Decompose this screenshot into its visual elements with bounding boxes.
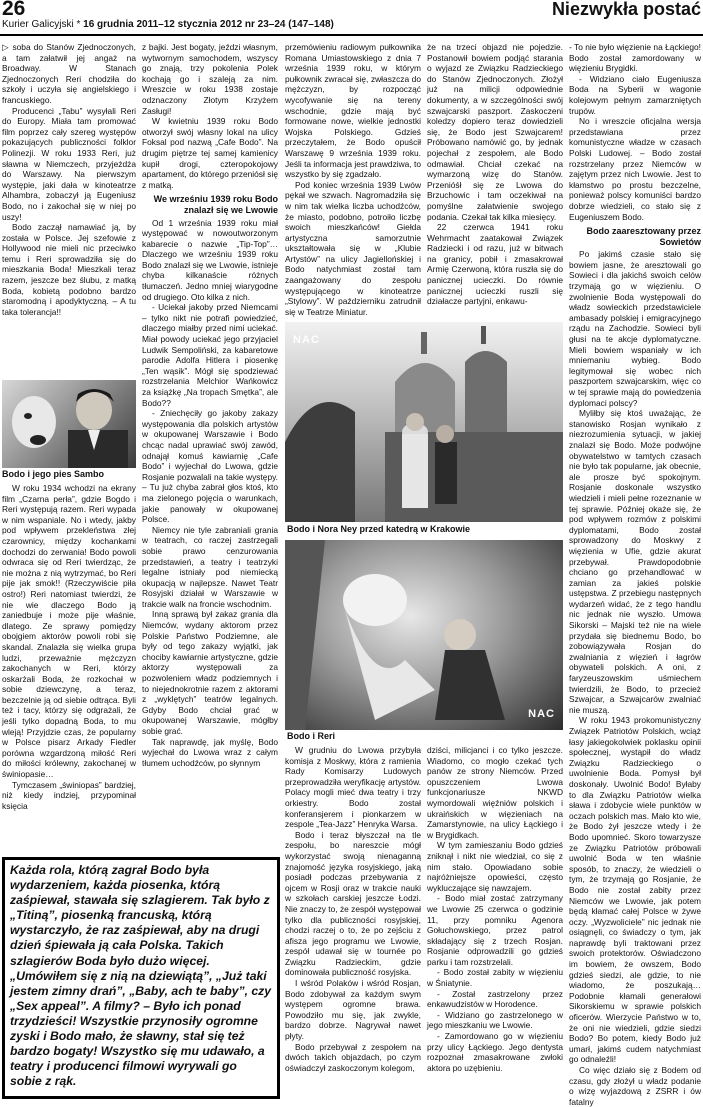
paragraph: W roku 1934 wchodzi na ekrany film „Czarna perła”, gdzie Bogdo i Reri występują razem. Reri wypada w nim wspaniale. No i wtedy, jakby pod wpływem przekleństwa złej czarownicy, między kochankami dochodzi do zerwania! Bodo powoli odwraca się od Reri twierdząc, że nie można z nią wytrzymać, bo Reri pije jak smok!! (Rzeczywiście piła ostro!) Reri natomiast twierdzi, że nie wie dlaczego Bodo ją zaniedbuje i może pije właśnie, dlatego. Ze sprawy pomiędzy obojgiem aktorów powoli robi się skandal. Znalazła się wielka grupa ludzi, przeważnie mężczyzn zakochanych w Reri, którzy oskarżali Boda, że rozkochał w sobie dziewczynę, a teraz, bezczelnie ją od siebie odtrąca. Byli też i tacy, którzy się odgrażali, że jeśli tylko dopadną Boda, to mu wleją! Przyjdzie czas, że popularny w Polsce pisarz Arkady Fiedler porówna wzgardzoną miłość Reri do miłości królewny, zakochanej w świniopasie… [2, 483, 136, 780]
column-3-top [285, 42, 421, 360]
paragraph: No i wreszcie oficjalna wersja przedstawiana przez komunistyczne władze w czasach Polski Ludowej. – Bodo został rozstrzelany przez Niemców w zajętym przez nich Lwowie. Jest to kłamstwo po prostu bezczelne, ponieważ polscy komuniści bardzo dobrze wiedzieli, co stało się z Eugeniuszem Bodo. [569, 116, 701, 222]
paragraph: - Bodo został zabity w więzieniu w Śniatynie. [427, 967, 563, 989]
nac-watermark: NAC [528, 708, 555, 720]
photo-illustration [2, 380, 136, 468]
paragraph: przemówieniu radiowym pułkownika Romana Umiastowskiego z dnia 7 września 1939 roku, w którym pułkownik zwracał się, zwłaszcza do mężczyzn, by rozpocząć wycofywanie się na tereny wschodnie, gdzie mają być formowane nowe, wielkie jednostki Wojska Polskiego. Gdzieś przeczytałem, że Bodo opuścił Warszawę 9 września 1939 roku. Jeśli ta informacja jest prawdziwa, to wszystko by się zgadzało. [285, 42, 421, 180]
column-5 [569, 42, 701, 1107]
section-heading: We wrześniu 1939 roku Bodo znalazł się we Lwowie [153, 194, 278, 215]
paragraph: Bodo i teraz błyszczał na tle zespołu, bo nareszcie mógł wykorzystać swoją nienaganną znajomość języka rosyjskiego, jaką posiadł podczas przebywania z ojcem w Rosji oraz w trakcie nauki w szkołach carskiej jeszcze Łodzi. Nie znaczy to, że zespół występował tylko dla publiczności rosyjskiej, chodzi raczej o to, że po zejściu z afisza jego programu we Lwowie, zespół udawał się w tournée po Związku Radzieckim, gdzie dominowała publiczność rosyjska. [285, 829, 421, 978]
column-4-bottom [427, 745, 563, 1101]
paragraph: W kwietniu 1939 roku Bodo otworzył swój własny lokal na ulicy Foksal pod nazwą „Cafe Bodo”. Na drugim piętrze tej samej kamienicy kupił drogi, czteropokojowy apartament, do którego przeniósł się z matką. [142, 116, 278, 190]
paragraph: - Uciekał jakoby przed Niemcami – tylko nikt nie potrafi powiedzieć, dlaczego miałby przed nimi uciekać. Miał powody uciekać jego przyjaciel Ludwik Sempoliński, za kabaretowe parodie Adolfa Hitlera i piosenkę „Ten wąsik”. Mógł się spodziewać rozstrzelania Melchior Wańkowicz za książkę „Na tropach Smętka”, ale Bodo?? [142, 302, 278, 408]
paragraph: - Został zastrzelony przez enkawudzistów w Horodence. [427, 988, 563, 1010]
paragraph: że na trzeci objazd nie pojedzie. Postanowił bowiem podjąć starania o wyjazd ze Związku Radzieckiego do Stanów Zjednoczonych. Złożył już na milicji odpowiednie dokumenty, a w szczególności swój szwajcarski paszport. Zaskoczeni koledzy dopiero teraz dowiedzieli się, że Bodo jest Szwajcarem! Próbowano namówić go, by jednak pojechał z zespołem, ale Bodo odmawiał. Chciał czekać na wymarzoną wizę do Stanów. Przenióśł się ze Lwowa do Brzuchowic i tam oczekiwał na pomyślne załatwienie swojego podania. Czekał tak kilka miesięcy. [427, 42, 563, 222]
paragraph: Producenci „Tabu” wysyłali Reri do Europy. Miała tam promować film poprzez cały szereg występów pokazujących publiczności folklor Polinezji. W roku 1933 Reri, już sławna w Niemczech, przyjeżdża do Warszawy. Na pierwszym występie, jaki dała w kinoteatrze Alhambra, zobaczył ją Eugeniusz Bodo, no i zakochał się w niej po uszy! [2, 105, 136, 222]
publication-name: Kurier Galicyjski [2, 19, 74, 30]
issue-date: 16 grudnia 2011–12 stycznia 2012 nr 23–24 (147–148) [83, 19, 334, 30]
photo-caption: Bodo i Reri [287, 731, 336, 741]
paragraph: Tymczasem „świniopas” bardziej, niż kiedy indziej, przypominał księcia [2, 779, 136, 811]
paragraph: - To nie było więzienie na Łąckiego! Bodo został zamordowany w więzieniu Brygidki. [569, 42, 701, 74]
pull-quote-text: Każda rola, którą zagrał Bodo była wydarzeniem, każda piosenka, którą zaśpiewał, stawała się szlagierem. Tak było z „Titiną”, piosenką francuską, którą wystarczyło, że raz zaśpiewał, aby na drugi dzień śpiewała ją cała Polska. Takich szlagierów Boda było dużo więcej. „Umówiłem się z nią na dziewiątą”, „Już taki jestem zimny drań”, „Baby, ach te baby”, czy „Sex appeal”. A filmy? – Było ich ponad trzydzieści! Wszystkie przynosiły ogromne zyski i Bodo mało, że sławny, stał się też bardzo bogaty! Wszystko się mu udawało, a teatry i producenci filmowi wyrywali go sobie z rąk. [10, 863, 271, 1089]
photo-illustration [285, 322, 563, 522]
paragraph: Co więc działo się z Bodem od czasu, gdy złożył u władz podanie o wizę wyjazdową z ZSRR i ów fatalny [569, 1065, 701, 1107]
photo-krakow-cathedral [285, 322, 563, 522]
pull-quote [2, 857, 280, 1099]
paragraph: - Zamordowano go w więzieniu przy ulicy Łąckiego. Jego dentysta rozpoznał zmasakrowane zwłoki aktora po uzębieniu. [427, 1031, 563, 1073]
paragraph: Bodo przebywał z zespołem na dwóch takich objazdach, po czym oświadczył zaskoczonym kolegom, [285, 1041, 421, 1073]
column-1-top [2, 42, 136, 378]
paragraph: - Zniechęciły go jakoby zakazy występowania dla polskich artystów w okupowanej Warszawie i Bodo chcąc nadal uprawiać swój zawód, odnajął komuś kawiarnię „Cafe Bodo” i wyjechał do Lwowa, gdzie Rosjanie pozwalali na takie występy. – Tu już chyba zabrał głos ktoś, kto ma zielonego pojęcia o warunkach, jakie panowały w okupowanej Polsce. [142, 408, 278, 525]
paragraph: Bodo zaczął namawiać ją, by została w Polsce. Jej szefowie z Hollywood nie mieli nic przeciwko temu i Reri sprowadziła się do mieszkania Boda! Mieszkali teraz razem, jeszcze bez ślubu, z matką Boda, kobietą podobno bardzo staromodną i apodyktyczną. – A tu taka tolerancja!! [2, 222, 136, 317]
column-3-bottom [285, 745, 421, 1101]
column-2 [142, 42, 278, 860]
paragraph: - Widziano ciało Eugeniusza Boda na Syberii w wagonie kolejowym pełnym zamarzniętych trupów. [569, 73, 701, 116]
paragraph: z bajki. Jest bogaty, jeździ własnym, wytwornym samochodem, wszyscy go znają, trzy pokolenia Polek kochają go i szaleją za nim. Wreszcie w roku 1938 zostaje odznaczony Złotym Krzyżem Zasługi! [142, 42, 278, 116]
photo-illustration [285, 540, 563, 730]
photo-bodo-with-dog [2, 380, 136, 468]
paragraph: W grudniu do Lwowa przybyła komisja z Moskwy, która z ramienia Rady Komisarzy Ludowych przeprowadziła weryfikację artystów. Polacy mogli mieć dwa teatry i trzy orkiestry. Bodo został konferansjerem i pionkarzem w zespole „Tea-Jazz” Henryka Warsa. [285, 745, 421, 830]
paragraph: Niemcy nie tyle zabraniali grania w teatrach, co raczej zastrzegali sobie prawo cenzurowania przedstawień, a teatry i teatrzyki legalne istniały pod niemiecką okupacją w najlepsze. Nawet Teatr Rosyjski działał w Warszawie w trakcie walk na froncie wschodnim. [142, 524, 278, 609]
paragraph: Inną sprawą był zakaz grania dla Niemców, wydany aktorom przez Polskie Państwo Podziemne, ale były od tego zakazy wyjątki, jak chociby kawiarnie artystyczne, gdzie aktorzy występowali za pozwoleniem władz podziemnych i to niejednokrotnie razem z aktorami z „wyklętych” teatrów legalnych. Gdyby Bodo chciał grać w okupowanej Warszawie, mógłby sobie grać. [142, 609, 278, 736]
photo-bodo-and-reri [285, 540, 563, 730]
paragraph: - Widziano go zastrzelonego w jego mieszkaniu we Lwowie. [427, 1009, 563, 1031]
paragraph: Po jakimś czasie stało się bowiem jasne, że aresztowali go Sowieci i dla jakichś swoich celów trzymają go w więzieniu. O zwolnienie Boda występowali do władz sowieckich przedstawiciele ambasady polskiej i emigracyjnego rządu na Zachodzie. Sowieci byli głusi na te akcje dyplomatyczne. Mieli bowiem wspaniały w ich mniemaniu wybieg. Bodo legitymował się wobec nich paszportem szwajcarskim, więc co w tej sprawie mają do powiedzenia dyplomaci polscy? [569, 249, 701, 408]
continuation-arrow-icon: ▷ [2, 42, 10, 52]
paragraph: 22 czerwca 1941 roku Wehrmacht zaatakował Związek Radziecki i od razu, już w bitwach na granicy, pobił i zmasakrował Armię Czerwoną, która ruszła się do panicznej ucieczki. Do równie panicznej ucieczki ruszli się działacze partyjni, enkawu- [427, 222, 563, 307]
photo-caption: Bodo i jego pies Sambo [2, 469, 105, 479]
column-4-top [427, 42, 563, 360]
paragraph: Pod koniec września 1939 Lwów pękał we szwach. Nagromadziła się w nim tak wielka liczba uchodźców, że miasto, podobno, potroiło liczbę swoich mieszkańców! Giełda artystyczna samorzutnie ukształtowała się w „Klubie Artystów” na ulicy Jagiellońskiej i Bodo natychmiast został tam zaangażowany do zespołu występującego w kinoteatrze „Stylowy”. W październiku zatrudnił się w Teatrze Miniatur. [285, 179, 421, 317]
paragraph: Od 1 września 1939 roku miał występować w nowoutworzonym kabarecie o nazwie „Tip-Top”… Dlaczego we wrześniu 1939 roku Bodo znalazł się we Lwowie, istnieje chyba kilkanaście różnych tłumaczeń. Jedno mniej wiarygodne od drugiego. Oto kilka z nich. [142, 217, 278, 302]
section-title: Niezwykła postać [551, 0, 701, 19]
photo-caption: Bodo i Nora Ney przed katedrą w Krakowie [287, 524, 471, 534]
paragraph: Myliłby się ktoś uważając, że stanowisko Rosjan wynikało z niezrozumienia sytuacji, w jakiej znalazł się Bodo. Może podwójne obywatelstwo w tamtych czasach nie było tak popularne, jak obecnie, ale prosze być spokojnym. Rosjanie doskonale wszystko wiedzieli i mieli pełne rozeznanie w tej sprawie. Później okaże się, że pod wpływem rozmów z polskimi dyplomatami, Bodo został sprowadzony do Moskwy z więzienia w Ufie, gdzie akurat przebywał. Prawdopodobnie chciano go przehandlować w zamian za jakieś polskie ustępstwa. Z przebiegu następnych wydarzeń widać, że z tego handlu nic jednak nie wyszło. Umowa Sikorski – Majski też nie na wiele przydała się biednemu Bodo, bo zobowiązywała Rosjan do zwalniania z więzień i łagrów obywateli polskich. A oni, z faryzeuszowskim uśmiechem twierdzili, że Bodo, to przecież Szwajcar, a Szwajcarów zwalniać nie muszą. [569, 408, 701, 715]
nac-watermark: NAC [293, 334, 320, 346]
section-heading: Bodo zaaresztowany przez Sowietów [586, 226, 701, 247]
issue-info: Kurier Galicyjski * 16 grudnia 2011–12 stycznia 2012 nr 23–24 (147–148) [2, 19, 334, 30]
paragraph: dziści, milicjanci i co tylko jeszcze. Wiadomo, co mogło czekać tych panów ze strony Niemców. Przed opuszczeniem Lwowa funkcjonariusze NKWD wymordowali więźniów polskich i ukraińskich w więzieniach na Zamarstynowie, na ulicy Łąckiego i w Brygidkach. [427, 745, 563, 840]
paragraph: W tym zamieszaniu Bodo gdzieś zniknął i nikt nie wiedział, co się z nim stało. Opowiadano sobie najróżniejsze opowieści, często wykluczające się nawzajem. [427, 840, 563, 893]
paragraph: soba do Stanów Zjednoczonych, a tam załatwił jej angaż na Broadway. W Stanach Zjednoczonych Reri chodziła do szkoły i uczyła się angielskiego i francuskiego. [2, 42, 136, 105]
paragraph: W roku 1943 prokomunistyczny Związek Patriotów Polskich, wciąż łasy jakiegokolwiek poklasku opinii społecznej, wystąpił do władz Związku Radzieckiego o uwolnienie Boda. Pomysł był doskonały. Uwolnić Bodo! Byłaby to dla Związku Patriotów wielka sława i zdobycie wiele punktów w oczach polskich mas. Mało kto wie, że Bodo żył jeszcze wtedy i że Bodo upomnieć. Skoro towarzysze ze Związku Patriotów próbowali uwolnić Boda w ten właśnie sposób, to znaczy, że wiedzieli o tym, że trzymają go Rosjanie, że Bodo nie został zabity przez Niemców we Lwowie, jak potem będą kłamać całej Polsce w żywe oczy. „Wyzwoliciele” nic jednak nie osiągnęli, co świadczy o tym, jak naprawdę byli traktowani przez swoich protektorów. Oświadczono im bowiem, że owszem, Bodo gdzieś siedzi, ale gdzie, to nie wiadomo, że poszukają… Podobnie kłamali generałowi Sikorskiemu w sprawie polskich oficerów. Wierzycie Państwo w to, że oni nie wiedzieli, gdzie siedzi Bodo? Bo potem, kiedy Bodo już umarł, jakimś cudem natychmiast go odnaleźli! [569, 715, 701, 1065]
page-number: 26 [2, 0, 26, 20]
paragraph: Tak naprawdę, jak myślę, Bodo wyjechał do Lwowa wraz z całym tłumem uchodźców, po słynnym [142, 736, 278, 768]
page-header [0, 0, 703, 36]
column-1-bottom [2, 483, 136, 856]
paragraph: I wśród Polaków i wśród Rosjan, Bodo zdobywał za każdym swym występem ogromne brawa. Powodziło mu się, jak zwykle, bardzo dobrze. Nagrywał nawet płyty. [285, 978, 421, 1042]
paragraph: - Bodo miał zostać zatrzymany we Lwowie 25 czerwca o godzinie 11, przy pomniku Agenora Gołuchowskiego, przez patrol składający się z trzech Rosjan. Rosjanie odprowadzili go gdzieś parku i tam rozstrzelali. [427, 893, 563, 967]
